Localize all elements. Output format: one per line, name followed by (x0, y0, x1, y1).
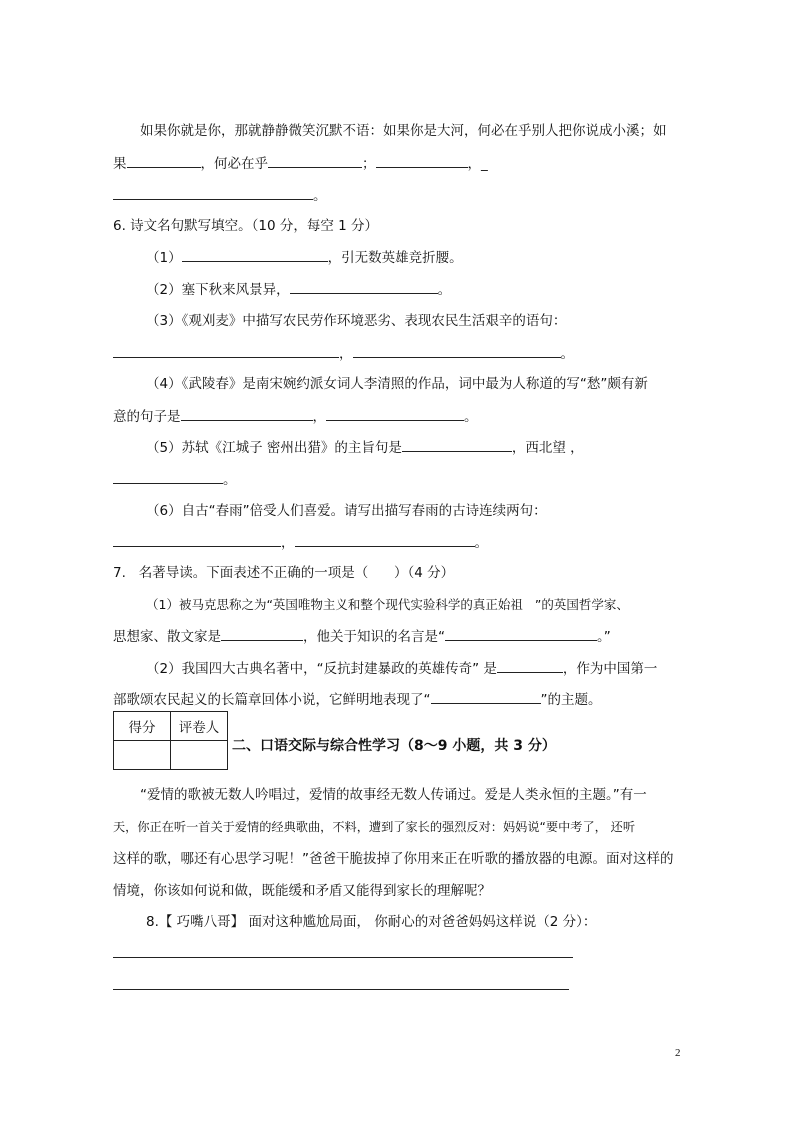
answer-blank[interactable] (497, 658, 563, 673)
question-6-1 (146, 247, 463, 268)
answer-blank[interactable] (326, 406, 464, 421)
page-number: 2 (675, 1047, 681, 1059)
question-6-6: （6）自古“春雨”倍受人们喜爱。请写出描写春雨的古诗连续两句： (146, 503, 547, 519)
text-fragment: 。” (597, 629, 611, 645)
text-fragment: ，引无数英雄竞折腰。 (327, 250, 463, 266)
answer-blank[interactable] (181, 406, 313, 421)
question-6-4: （4）《武陵春》是南宋婉约派女词人李清照的作品，词中最为人称道的写“愁”颇有新 (146, 376, 648, 392)
score-table (113, 711, 228, 770)
text-fragment: ，他关于知识的名言是“ (303, 629, 445, 645)
grader-label: 评卷人 (171, 712, 228, 741)
text-fragment: 。 (223, 472, 237, 488)
scenario-line: 情境，你该如何说和做，既能缓和矛盾又能得到家长的理解呢？ (113, 883, 491, 899)
answer-line[interactable] (113, 989, 569, 990)
question-6-4-answer (113, 406, 478, 427)
answer-blank[interactable] (113, 343, 339, 358)
answer-blank[interactable] (268, 153, 362, 168)
text-fragment: 。 (560, 346, 574, 362)
question-6-6-answer (113, 532, 488, 553)
answer-blank[interactable] (113, 185, 313, 200)
text-fragment: （5）苏轼《江城子 密州出猎》的主旨句是 (146, 440, 402, 456)
scenario-line: “爱情的歌被无数人吟唱过，爱情的故事经无数人传诵过。爱是人类永恒的主题。”有一 (140, 787, 647, 803)
score-label: 得分 (114, 712, 171, 741)
question-7-1: （1）被马克思称之为“英国唯物主义和整个现代实验科学的真正始祖 ”的英国哲学家、 (146, 597, 629, 612)
text-fragment: 。 (474, 535, 488, 551)
text-line (113, 153, 488, 174)
text-fragment: ， (281, 535, 295, 551)
text-fragment: ，_ (467, 156, 488, 172)
text-line: 如果你就是你，那就静静微笑沉默不语：如果你是大河，何必在乎别人把你说成小溪；如 (140, 123, 667, 139)
text-fragment: 思想家、散文家是 (113, 629, 221, 645)
answer-blank[interactable] (445, 626, 597, 641)
text-fragment: 意的句子是 (113, 409, 181, 425)
answer-blank[interactable] (402, 437, 512, 452)
question-6-5 (146, 437, 584, 458)
question-6-title: 6. 诗文名句默写填空。（10 分，每空 1 分） (113, 218, 379, 234)
answer-blank[interactable] (113, 469, 223, 484)
question-7-1-answer (113, 626, 611, 647)
question-6-3-answer (113, 343, 574, 364)
answer-blank[interactable] (113, 532, 281, 547)
text-fragment: ， (312, 409, 326, 425)
text-fragment: （2）塞下秋来风景异， (146, 282, 290, 298)
text-fragment: 。 (464, 409, 478, 425)
section-title: 二、口语交际与综合性学习（8～9 小题，共 3 分） (232, 738, 556, 754)
text-fragment: 果 (113, 156, 127, 172)
grader-cell[interactable] (171, 741, 228, 770)
text-line (113, 185, 327, 206)
text-fragment: ，何必在乎 (200, 156, 268, 172)
question-7-2-answer (113, 689, 602, 710)
answer-line[interactable] (113, 957, 573, 958)
scenario-line: 天，你正在听一首关于爱情的经典歌曲，不料，遭到了家长的强烈反对：妈妈说“要中考了， 还听 (113, 820, 636, 834)
answer-blank[interactable] (353, 343, 561, 358)
question-6-5-answer (113, 469, 237, 490)
question-8: 8.【 巧嘴八哥】 面对这种尴尬局面， 你耐心的对爸爸妈妈这样说（2 分）： (146, 914, 597, 930)
text-fragment: ，作为中国第一 (562, 661, 658, 677)
text-fragment: （2）我国四大古典名著中，“反抗封建暴政的英雄传奇” 是 (146, 661, 497, 677)
text-fragment: ，西北望 ， (511, 440, 584, 456)
question-6-3: （3）《观刈麦》中描写农民劳作环境恶劣、表现农民生活艰辛的语句： (146, 313, 567, 329)
text-fragment: （1） (146, 250, 182, 266)
text-fragment: ”的主题。 (540, 692, 602, 708)
scenario-line: 这样的歌，哪还有心思学习呢！”爸爸干脆拔掉了你用来正在听歌的播放器的电源。面对这样的 (113, 851, 674, 867)
answer-blank[interactable] (127, 153, 201, 168)
answer-blank[interactable] (290, 279, 438, 294)
answer-blank[interactable] (295, 532, 475, 547)
question-7-title: 7. 名著导读。下面表述不正确的一项是（ ）（4 分） (113, 565, 455, 581)
text-fragment: ， (339, 346, 353, 362)
text-fragment: 部歌颂农民起义的长篇章回体小说，它鲜明地表现了“ (113, 692, 431, 708)
question-7-2 (146, 658, 657, 679)
text-fragment: 。 (313, 188, 327, 204)
answer-blank[interactable] (431, 689, 541, 704)
text-fragment: 。 (437, 282, 452, 298)
text-fragment: ； (362, 156, 376, 172)
answer-blank[interactable] (182, 247, 328, 262)
question-6-2 (146, 279, 451, 300)
score-cell[interactable] (114, 741, 171, 770)
answer-blank[interactable] (376, 153, 468, 168)
answer-blank[interactable] (221, 626, 303, 641)
